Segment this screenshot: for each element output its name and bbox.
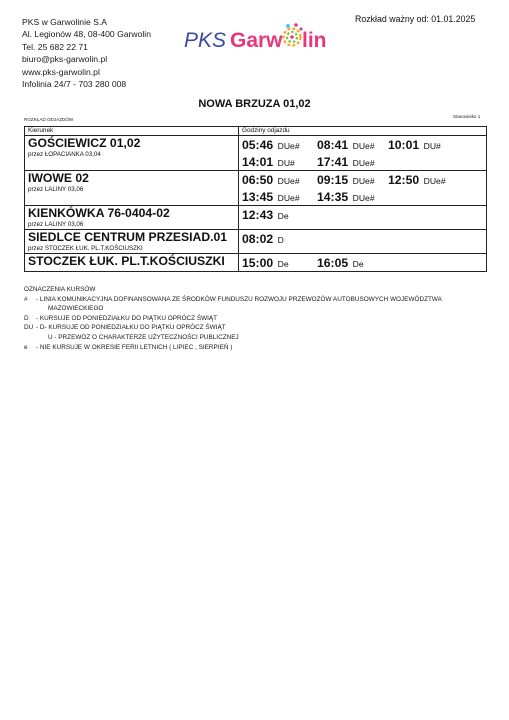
departures-cell	[239, 171, 487, 206]
company-address: Al. Legionów 48, 08-400 Garwolin	[22, 29, 151, 40]
legend-d	[24, 314, 442, 324]
departure	[388, 136, 441, 154]
departure-mark: DUe#	[423, 176, 446, 186]
departure-time: 13:45	[242, 190, 274, 204]
company-email: biuro@pks-garwolin.pl	[22, 54, 108, 65]
legend-du-text: - D- KURSUJE OD PONIEDZIAŁKU DO PIĄTKU OPRÓCZ ŚWIĄT	[36, 324, 226, 332]
timetable-label: ROZKŁAD ODJAZDÓW	[24, 117, 74, 122]
platform-label: Stanowisko 1	[453, 114, 481, 119]
timetable-row	[25, 136, 487, 171]
timetable	[24, 126, 487, 272]
via-stop: przez ŁOPACIANKA 03,04	[28, 151, 101, 158]
legend	[24, 285, 442, 352]
legend-hash-key: #	[24, 295, 28, 303]
departure-time: 08:41	[317, 138, 349, 152]
logo-prefix: PKS	[184, 29, 227, 52]
legend-hash-text: - LINIA KOMUNIKACYJNA DOFINANSOWANA ZE ŚRODKÓW FUNDUSZU ROZWOJU PRZEWOZÓW AUTOBUSOWYCH WOJEWÓDZTWA	[36, 295, 442, 303]
logo-name-start: Garw	[230, 29, 283, 52]
via-stop: przez LALINY 03,06	[28, 186, 84, 193]
destination-name: IWOWE 02	[28, 171, 89, 185]
departure-time: 10:01	[388, 138, 420, 152]
departure	[242, 153, 295, 171]
departure	[317, 188, 375, 206]
departure-mark: De	[352, 259, 364, 269]
departure-time: 06:50	[242, 173, 274, 187]
direction-cell	[25, 254, 239, 272]
pks-garwolin-logo	[184, 20, 346, 54]
direction-cell	[25, 206, 239, 230]
direction-cell	[25, 171, 239, 206]
departure-time: 17:41	[317, 155, 349, 169]
departure-mark: D	[277, 235, 284, 245]
departure	[242, 206, 289, 224]
departure-line	[242, 230, 483, 247]
timetable-row	[25, 171, 487, 206]
departure-time: 15:00	[242, 256, 274, 270]
departure-time: 05:46	[242, 138, 274, 152]
via-stop: przez STOCZEK ŁUK. PL.T.KOŚCIUSZKI	[28, 245, 143, 252]
timetable-row	[25, 254, 487, 272]
departure-mark: DUe#	[352, 176, 375, 186]
destination-name: KIENKÓWKA 76-0404-02	[28, 206, 170, 220]
direction-header: Kierunek	[25, 127, 239, 136]
departure-line	[242, 153, 483, 170]
departure-line	[242, 136, 483, 153]
departure-mark: De	[277, 259, 289, 269]
departure-time: 14:35	[317, 190, 349, 204]
direction-cell	[25, 230, 239, 254]
legend-e-key: e	[24, 343, 28, 351]
departures-cell	[239, 136, 487, 171]
departure-mark: DUe#	[277, 176, 300, 186]
destination-name: STOCZEK ŁUK. PL.T.KOŚCIUSZKI	[28, 254, 225, 268]
departure	[317, 153, 375, 171]
legend-hash	[24, 295, 442, 305]
timetable-header	[25, 127, 487, 136]
valid-from: Rozkład ważny od: 01.01.2025	[355, 14, 476, 24]
departure-mark: DUe#	[352, 141, 375, 151]
departure-line	[242, 188, 483, 205]
legend-e-text: - NIE KURSUJE W OKRESIE FERII LETNICH ( LIPIEC , SIERPIEŃ )	[36, 343, 233, 351]
logo-name-end: lin	[302, 29, 327, 52]
departure-mark: De	[277, 211, 289, 221]
direction-cell	[25, 136, 239, 171]
departure	[317, 171, 375, 189]
departure-mark: DU#	[423, 141, 441, 151]
departure	[242, 230, 284, 248]
departure-mark: DUe#	[277, 193, 300, 203]
company-phone: Tel. 25 682 22 71	[22, 41, 88, 52]
departure	[242, 188, 300, 206]
legend-hash-text-cont: MAZOWIECKIEGO	[48, 305, 104, 313]
departure	[317, 254, 364, 272]
destination-name: SIEDLCE CENTRUM PRZESIAD.01	[28, 230, 228, 244]
timetable-row	[25, 230, 487, 254]
times-header: Godziny odjazdu	[239, 127, 487, 136]
destination-name: GOŚCIEWICZ 01,02	[28, 136, 141, 150]
legend-du	[24, 323, 442, 333]
legend-du-key: DU	[24, 324, 34, 332]
legend-d-key: D	[24, 314, 29, 322]
departure	[317, 136, 375, 154]
logo-o-icon	[284, 23, 303, 45]
departure	[242, 171, 300, 189]
departure-mark: DUe#	[352, 193, 375, 203]
departure	[242, 254, 289, 272]
departures-cell	[239, 230, 487, 254]
departure	[388, 171, 446, 189]
departure-time: 16:05	[317, 256, 349, 270]
departure-line	[242, 254, 483, 271]
departure-time: 12:43	[242, 208, 274, 222]
departures-cell	[239, 206, 487, 230]
company-infoline: Infolinia 24/7 - 703 280 008	[22, 79, 127, 90]
company-contact	[22, 16, 151, 90]
departure-time: 09:15	[317, 173, 349, 187]
departure-time: 14:01	[242, 155, 274, 169]
via-stop: przez LALINY 03,06	[28, 221, 84, 228]
departure-line	[242, 206, 483, 223]
departure-mark: DUe#	[277, 141, 300, 151]
legend-d-text: - KURSUJE OD PONIEDZIAŁKU DO PIĄTKU OPRÓCZ ŚWIĄT	[36, 314, 218, 322]
departure-line	[242, 171, 483, 188]
legend-e	[24, 343, 442, 353]
departure-mark: DUe#	[352, 158, 375, 168]
company-name: PKS w Garwolinie S.A	[22, 17, 108, 27]
departure-time: 12:50	[388, 173, 420, 187]
departures-cell	[239, 254, 487, 272]
departure	[242, 136, 300, 154]
legend-title: OZNACZENIA KURSÓW	[24, 286, 96, 293]
legend-u-text: U - PRZEWÓZ O CHARAKTERZE UŻYTECZNOŚCI PUBLICZNEJ	[48, 333, 239, 341]
departure-mark: DU#	[277, 158, 295, 168]
departure-time: 08:02	[242, 232, 274, 246]
timetable-row	[25, 206, 487, 230]
company-website: www.pks-garwolin.pl	[22, 66, 100, 77]
stop-name: NOWA BRZUZA 01,02	[198, 98, 311, 110]
